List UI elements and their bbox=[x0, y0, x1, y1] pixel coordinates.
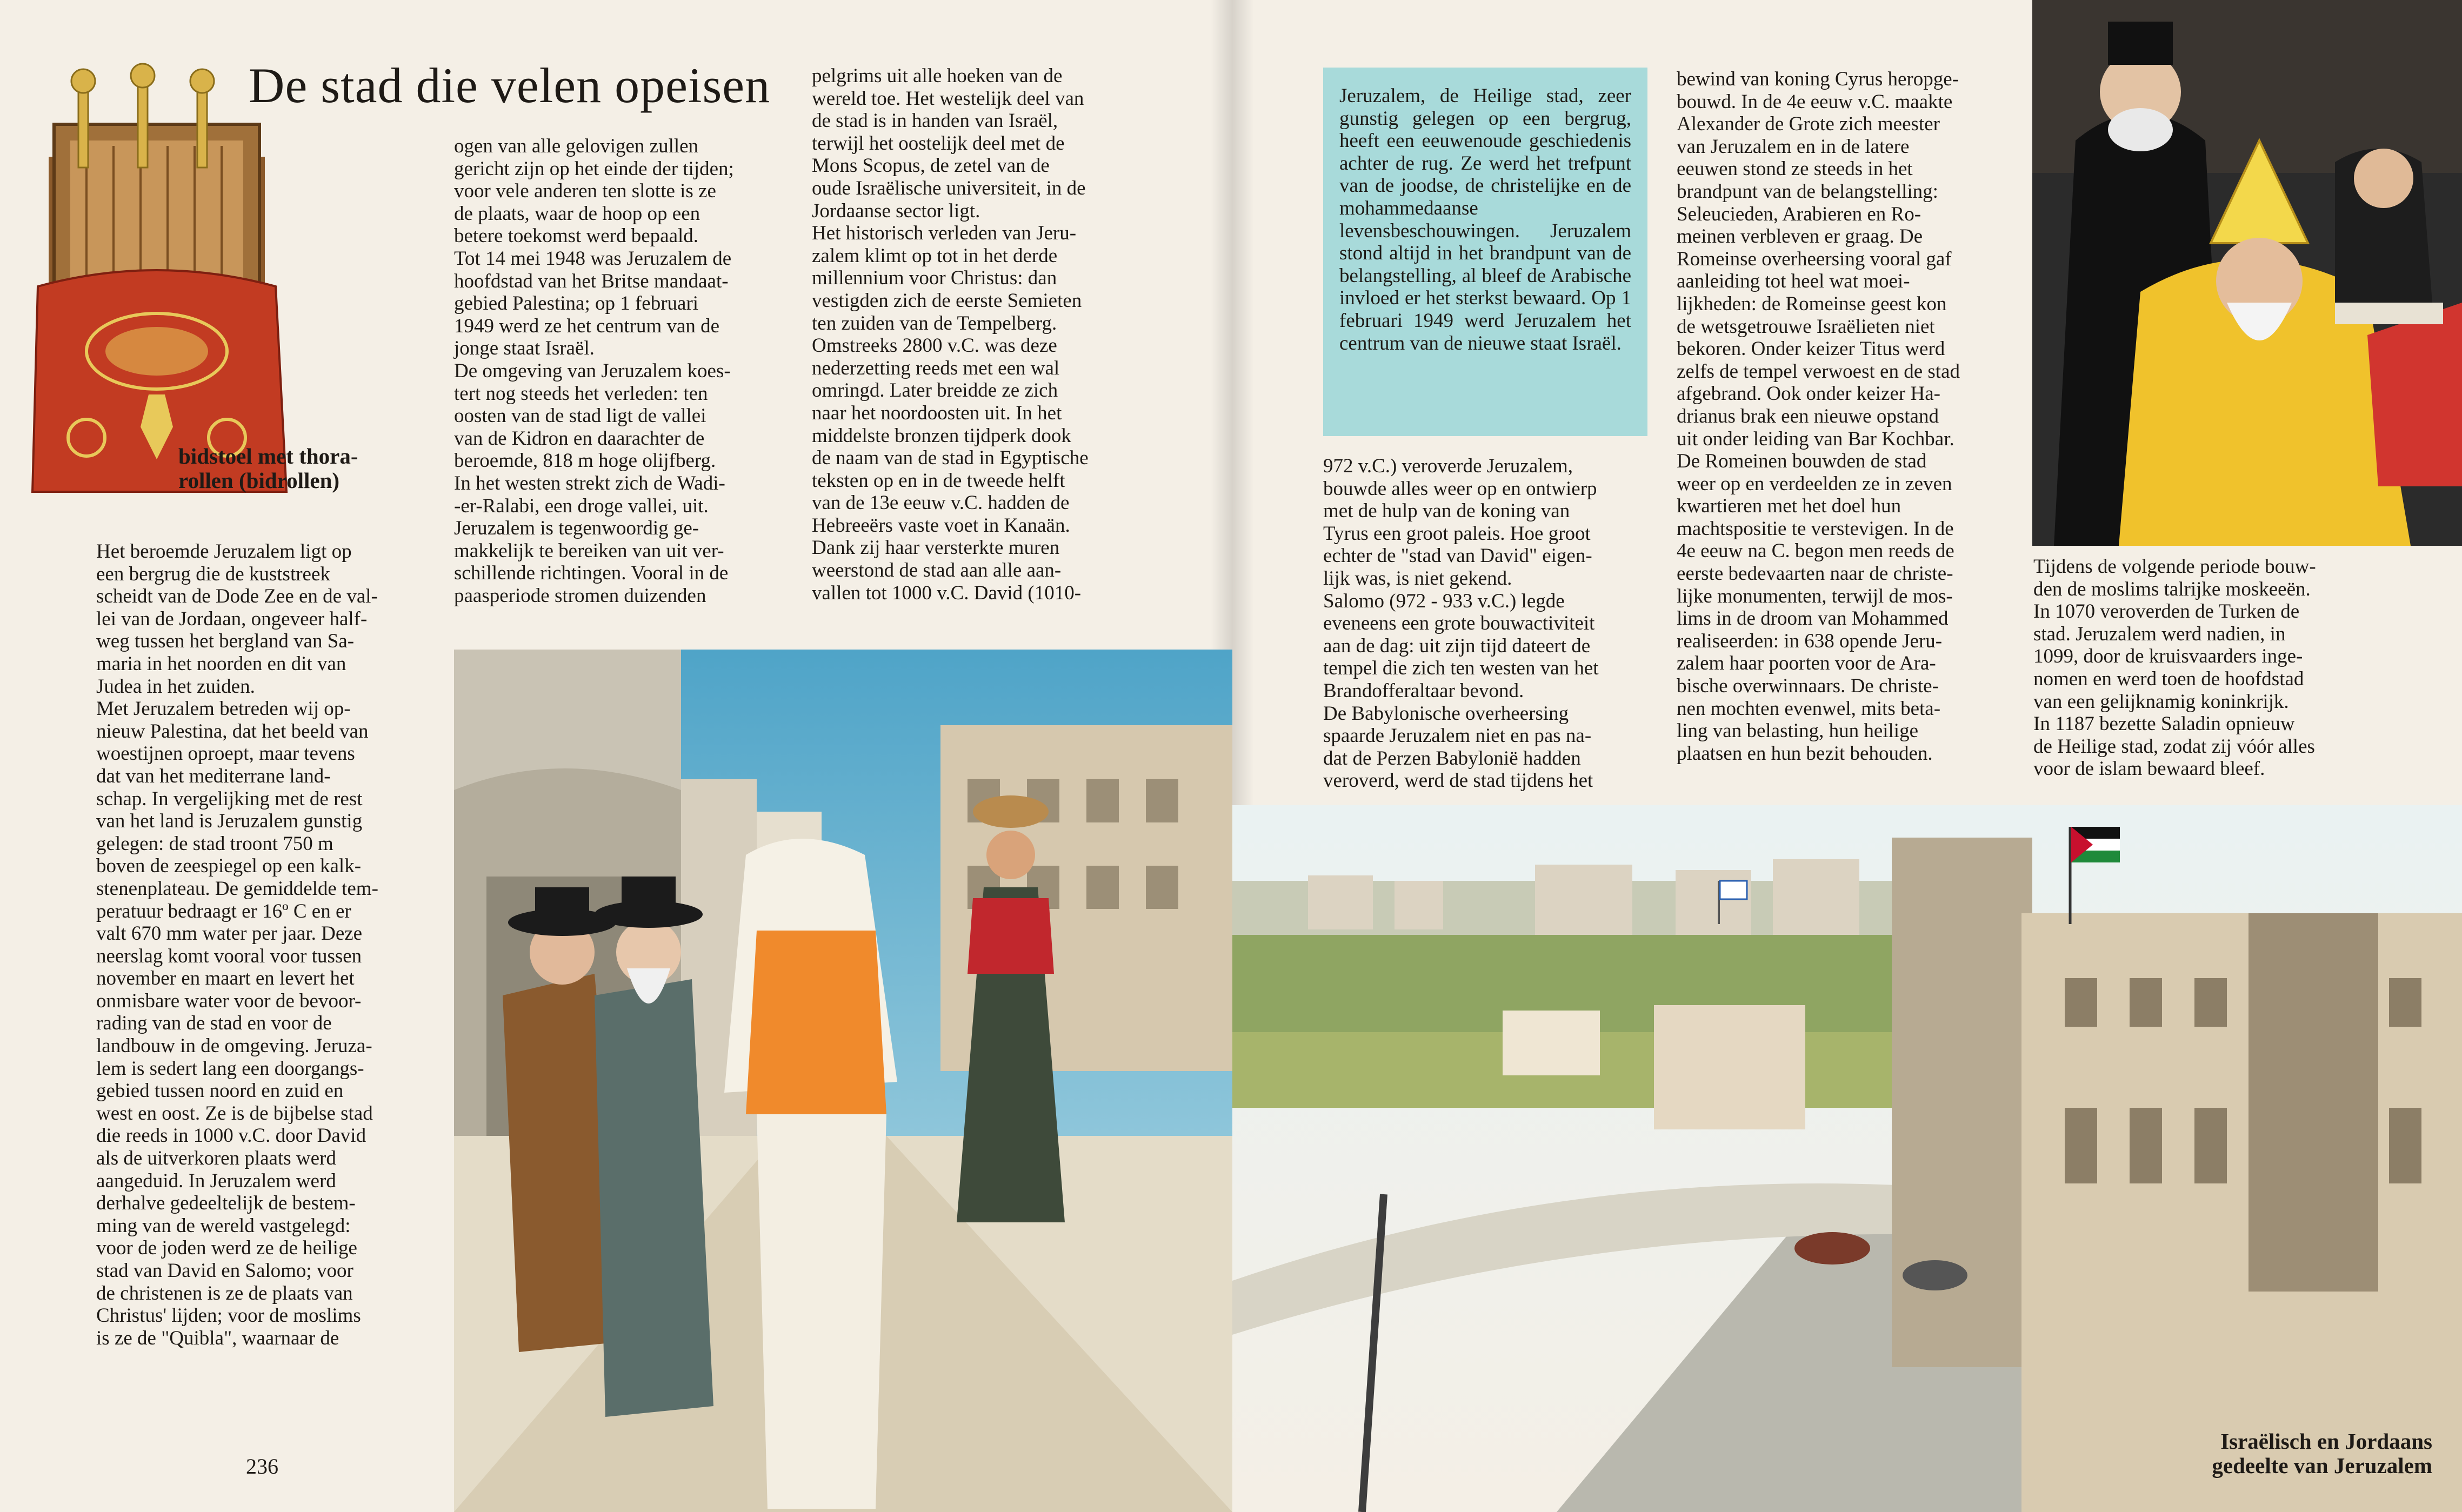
page-title: De stad die velen opeisen bbox=[249, 58, 771, 113]
page-number: 236 bbox=[246, 1454, 278, 1478]
text-column-3: pelgrims uit alle hoeken van de wereld toe. Het westelijk deel van de stad is in handen van Israël, terwijl het oostelijk deel met de Mons Scopus, de zetel van de oude Israëlische universiteit, in de Jordaanse sector ligt. Het historisch verleden van Jeru- zalem klimt op tot in het derde millennium voor Christus: dan vestigden zich de eerste Semieten ten zuiden van de Tempelberg. Omstreeks 2800 v.C. was deze nederzetting reeds met een wal omringd. Later breidde ze zich naar het noordoosten uit. In het middelste bronzen tijdperk dook de naam van de stad in Egyptische teksten op en in de tweede helft van de 13e eeuw v.C. hadden de Hebreeërs vaste voet in Kanaän. Dank zij haar versterkte muren weerstond de stad aan alle aan- vallen tot 1000 v.C. David (1010- bbox=[812, 65, 1089, 604]
text-column-6: Tijdens de volgende periode bouw- den de moslims talrijke moskeeën. In 1070 veroverden de Turken de stad. Jeruzalem werd nadien, in 1099, door de kruisvaarders inge- nomen en werd toen de hoofdstad van een gelijknamig koninkrijk. In 1187 bezette Saladin opnieuw de Heilige stad, zodat zij vóór alles voor de islam bewaard bleef. bbox=[2033, 556, 2316, 780]
panorama-caption: Israëlisch en Jordaans gedeelte van Jeruzalem bbox=[2212, 1429, 2432, 1478]
summary-infobox: Jeruzalem, de Heilige stad, zeer gunstig gelegen op een bergrug, heeft een eeuwenoude geschiedenis achter de rug. Ze werd het trefpunt van de joodse, de christelijke en de mohammedaanse levensbeschouwingen. Jeruzalem stond altijd in het brandpunt van de belangstelling, al bleef de Arabische invloed er het sterkst bewaard. Op 1 februari 1949 werd Jeruzalem het centrum van de nieuwe staat Israël. bbox=[1323, 68, 1647, 436]
street-scene-illustration bbox=[454, 650, 1232, 1512]
text-column-2: ogen van alle gelovigen zullen gericht zijn op het einde der tijden; voor vele anderen ten slotte is ze de plaats, waar de hoop op een betere toekomst werd bepaald. Tot 14 mei 1948 was Jeruzalem de hoofdstad van het Britse mandaat- gebied Palestina; op 1 februari 1949 werd ze het centrum van de jonge staat Israël. De omgeving van Jeruzalem koes- tert nog steeds het verleden: ten oosten van de stad ligt de vallei van de Kidron en daarachter de beroemde, 818 m hoge olijfberg. In het westen strekt zich de Wadi- -er-Ralabi, een droge vallei, uit. Jeruzalem is tegenwoordig ge- makkelijk te bereiken van uit ver- schillende richtingen. Vooral in de paasperiode stromen duizenden bbox=[454, 135, 734, 607]
text-column-1: Het beroemde Jeruzalem ligt op een bergrug die de kuststreek scheidt van de Dode Zee en de val- lei van de Jordaan, ongeveer half- weg tussen het bergland van Sa- maria in het noorden en dit van Judea in het zuiden. Met Jeruzalem betreden wij op- nieuw Palestina, dat het beeld van woestijnen oproept, maar tevens dat van het mediterrane land- schap. In vergelijking met de rest van het land is Jeruzalem gunstig gelegen: de stad troont 750 m boven de zeespiegel op een kalk- stenenplateau. De gemiddelde tem- peratuur bedraagt er 16º C en er valt 670 mm water per jaar. Deze neerslag komt vooral voor tussen november en maart en levert het onmisbare water voor de bevoor- rading van de stad en voor de landbouw in de omgeving. Jeruza- lem is sedert lang een doorgangs- gebied tussen noord en zuid en west en oost. Ze is de bijbelse stad die reeds in 1000 v.C. door David als de uitverkoren plaats werd aangeduid. In Jeruzalem werd derhalve gedeeltelijk de bestem- ming van de wereld vastgelegd: voor de joden werd ze de heilige stad van David en Salomo; voor de christenen is ze de plaats van Christus' lijden; voor de moslims is ze de "Quibla", waarnaar de bbox=[96, 540, 378, 1349]
city-panorama-illustration bbox=[1232, 805, 2462, 1512]
prayer-chair-illustration bbox=[16, 59, 297, 508]
chair-caption: bidstoel met thora- rollen (bidrollen) bbox=[178, 444, 358, 493]
text-column-5: bewind van koning Cyrus heropge- bouwd. In de 4e eeuw v.C. maakte Alexander de Grote zich meester van Jeruzalem en in de latere eeuwen stond ze steeds in het brandpunt van de belangstelling: Seleuciеden, Arabieren en Ro- meinen verbleven er graag. De Romeinse overheersing vooral gaf aanleiding tot heel wat moei- lijkheden: de Romeinse geest kon de wetsgetrouwe Israëlieten niet bekoren. Onder keizer Titus werd zelfs de tempel verwoest en de stad afgebrand. Ook onder keizer Ha- drianus brak een nieuwe opstand uit onder leiding van Bar Kochbar. De Romeinen bouwden de stad weer op en verdeelden ze in zeven kwartieren met het doel hun machtspositie te verstevigen. In de 4e eeuw na C. begon men reeds de eerste bedevaarten naar de christe- lijke monumenten, terwijl de mos- lims in de droom van Mohammed realiseerden: in 638 opende Jeru- zalem haar poorten voor de Ara- bische overwinnaars. De christe- nen mochten evenwel, mits beta- ling van belasting, hun heilige plaatsen en hun bezit behouden. bbox=[1677, 68, 1960, 765]
clergy-illustration bbox=[2032, 0, 2462, 546]
text-column-4: 972 v.C.) veroverde Jeruzalem, bouwde alles weer op en ontwierp met de hulp van de koning van Tyrus een groot paleis. Hoe groot echter de "stad van David" eigen- lijk was, is niet gekend. Salomo (972 - 933 v.C.) legde eveneens een grote bouwactiviteit aan de dag: uit zijn tijd dateert de tempel die zich ten westen van het Brandofferaltaar bevond. De Babylonische overheersing spaarde Jeruzalem niet en pas na- dat de Perzen Babylonië hadden veroverd, werd de stad tijdens het bbox=[1323, 455, 1599, 792]
